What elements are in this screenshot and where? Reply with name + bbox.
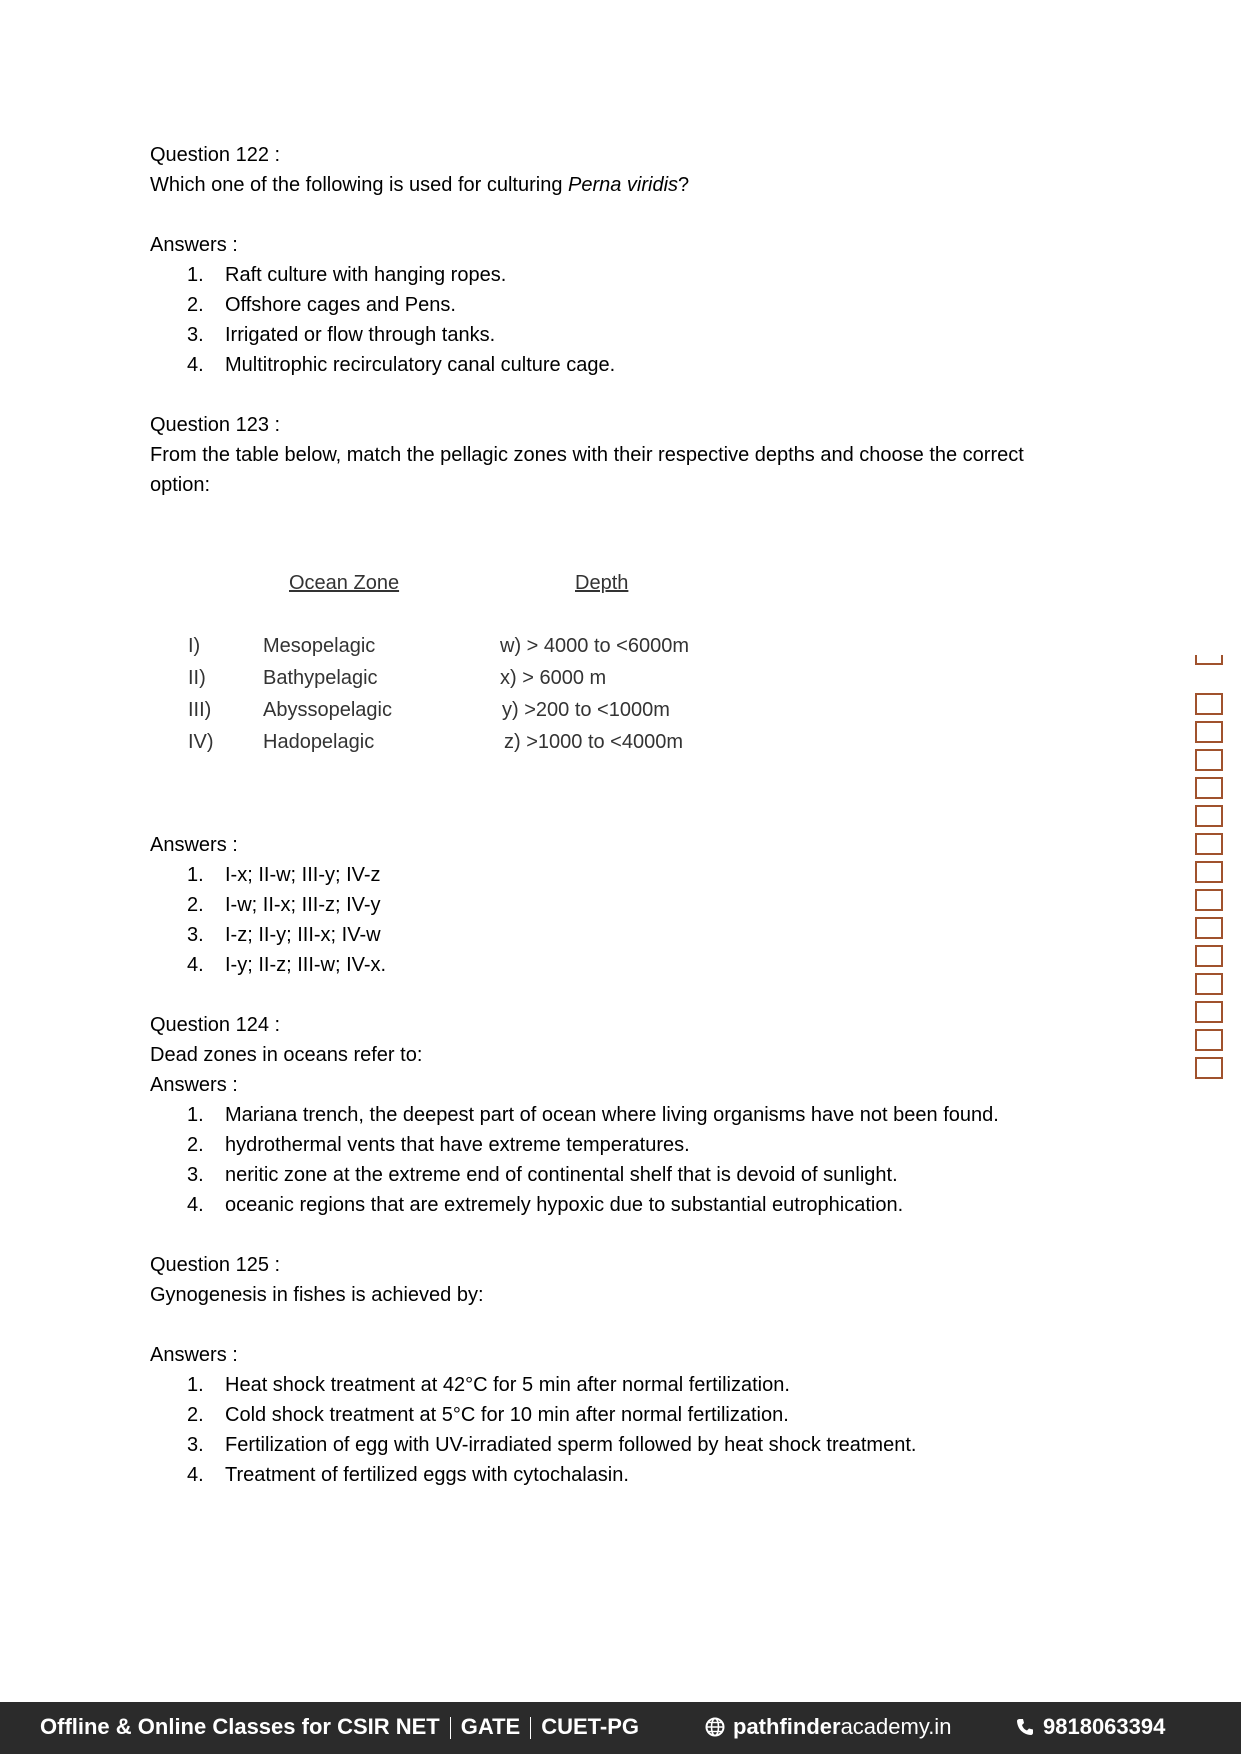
question-122-text: Which one of the following is used for culturing Perna viridis? bbox=[150, 174, 690, 196]
answer-option: 2. I-w; II-x; III-z; IV-y bbox=[187, 894, 381, 916]
glyph-box bbox=[1195, 889, 1223, 911]
answer-option: 3. I-z; II-y; III-x; IV-w bbox=[187, 924, 381, 946]
side-glyph-marks bbox=[1190, 655, 1230, 1085]
answer-option: 1. Heat shock treatment at 42°C for 5 min after normal fertilization. bbox=[187, 1374, 790, 1396]
glyph-box bbox=[1195, 777, 1223, 799]
question-125-answers bbox=[150, 1370, 1090, 1490]
question-122-label: Question 122 : bbox=[150, 144, 281, 166]
question-123-label: Question 123 : bbox=[150, 414, 281, 436]
ocean-zone-table bbox=[180, 565, 740, 765]
answers-label: Answers : bbox=[150, 1074, 238, 1096]
footer-website[interactable]: pathfinderacademy.in bbox=[705, 1714, 951, 1740]
answer-option: 4. oceanic regions that are extremely hypoxic due to substantial eutrophication. bbox=[187, 1194, 904, 1216]
answers-label: Answers : bbox=[150, 234, 238, 256]
answer-option: 3. Irrigated or flow through tanks. bbox=[187, 324, 496, 346]
glyph-box bbox=[1195, 917, 1223, 939]
footer-phone[interactable]: 9818063394 bbox=[1015, 1714, 1165, 1740]
glyph-box bbox=[1195, 1029, 1223, 1051]
phone-icon bbox=[1015, 1717, 1035, 1737]
glyph-box bbox=[1195, 805, 1223, 827]
bracket-mark bbox=[1195, 655, 1223, 665]
globe-icon bbox=[705, 1717, 725, 1737]
glyph-box bbox=[1195, 721, 1223, 743]
answer-option: 2. Cold shock treatment at 5°C for 10 min after normal fertilization. bbox=[187, 1404, 789, 1426]
answers-label: Answers : bbox=[150, 1344, 238, 1366]
answer-option: 4. Treatment of fertilized eggs with cytochalasin. bbox=[187, 1464, 629, 1486]
answer-option: 3. neritic zone at the extreme end of continental shelf that is devoid of sunlight. bbox=[187, 1164, 898, 1186]
answer-option: 2. hydrothermal vents that have extreme temperatures. bbox=[187, 1134, 690, 1156]
table-header-depth: Depth bbox=[575, 572, 629, 594]
question-124-answers bbox=[150, 1100, 1090, 1220]
answer-option: 1. I-x; II-w; III-y; IV-z bbox=[187, 864, 381, 886]
question-124-label: Question 124 : bbox=[150, 1014, 281, 1036]
glyph-box bbox=[1195, 1057, 1223, 1079]
question-content bbox=[150, 140, 1090, 1490]
question-123-text-line2: option: bbox=[150, 474, 211, 496]
answer-option: 4. Multitrophic recirculatory canal culture cage. bbox=[187, 354, 616, 376]
table-row: II) Bathypelagic x) > 6000 m bbox=[188, 667, 607, 689]
question-125-label: Question 125 : bbox=[150, 1254, 281, 1276]
answers-label: Answers : bbox=[150, 834, 238, 856]
question-123-text-line1: From the table below, match the pellagic zones with their respective depths and choose the correct bbox=[150, 444, 1024, 466]
footer-bar bbox=[0, 1702, 1241, 1754]
question-123-answers bbox=[150, 860, 1090, 980]
glyph-box bbox=[1195, 945, 1223, 967]
answer-option: 1. Raft culture with hanging ropes. bbox=[187, 264, 507, 286]
glyph-box bbox=[1195, 973, 1223, 995]
answer-option: 2. Offshore cages and Pens. bbox=[187, 294, 456, 316]
glyph-box bbox=[1195, 861, 1223, 883]
answer-option: 4. I-y; II-z; III-w; IV-x. bbox=[187, 954, 387, 976]
question-124-text: Dead zones in oceans refer to: bbox=[150, 1044, 423, 1066]
table-row: IV) Hadopelagic z) >1000 to <4000m bbox=[188, 731, 684, 753]
glyph-box bbox=[1195, 1001, 1223, 1023]
table-row: I) Mesopelagic w) > 4000 to <6000m bbox=[188, 635, 690, 657]
glyph-box bbox=[1195, 693, 1223, 715]
question-125-text: Gynogenesis in fishes is achieved by: bbox=[150, 1284, 484, 1306]
table-row: III) Abyssopelagic y) >200 to <1000m bbox=[188, 699, 670, 721]
answer-option: 1. Mariana trench, the deepest part of ocean where living organisms have not been found. bbox=[187, 1104, 999, 1126]
table-header-zone: Ocean Zone bbox=[289, 572, 400, 594]
footer-classes: Offline & Online Classes for CSIR NET GATE CUET-PG bbox=[40, 1714, 640, 1739]
question-122-answers bbox=[150, 260, 1090, 380]
glyph-box bbox=[1195, 749, 1223, 771]
answer-option: 3. Fertilization of egg with UV-irradiated sperm followed by heat shock treatment. bbox=[187, 1434, 917, 1456]
glyph-box bbox=[1195, 833, 1223, 855]
